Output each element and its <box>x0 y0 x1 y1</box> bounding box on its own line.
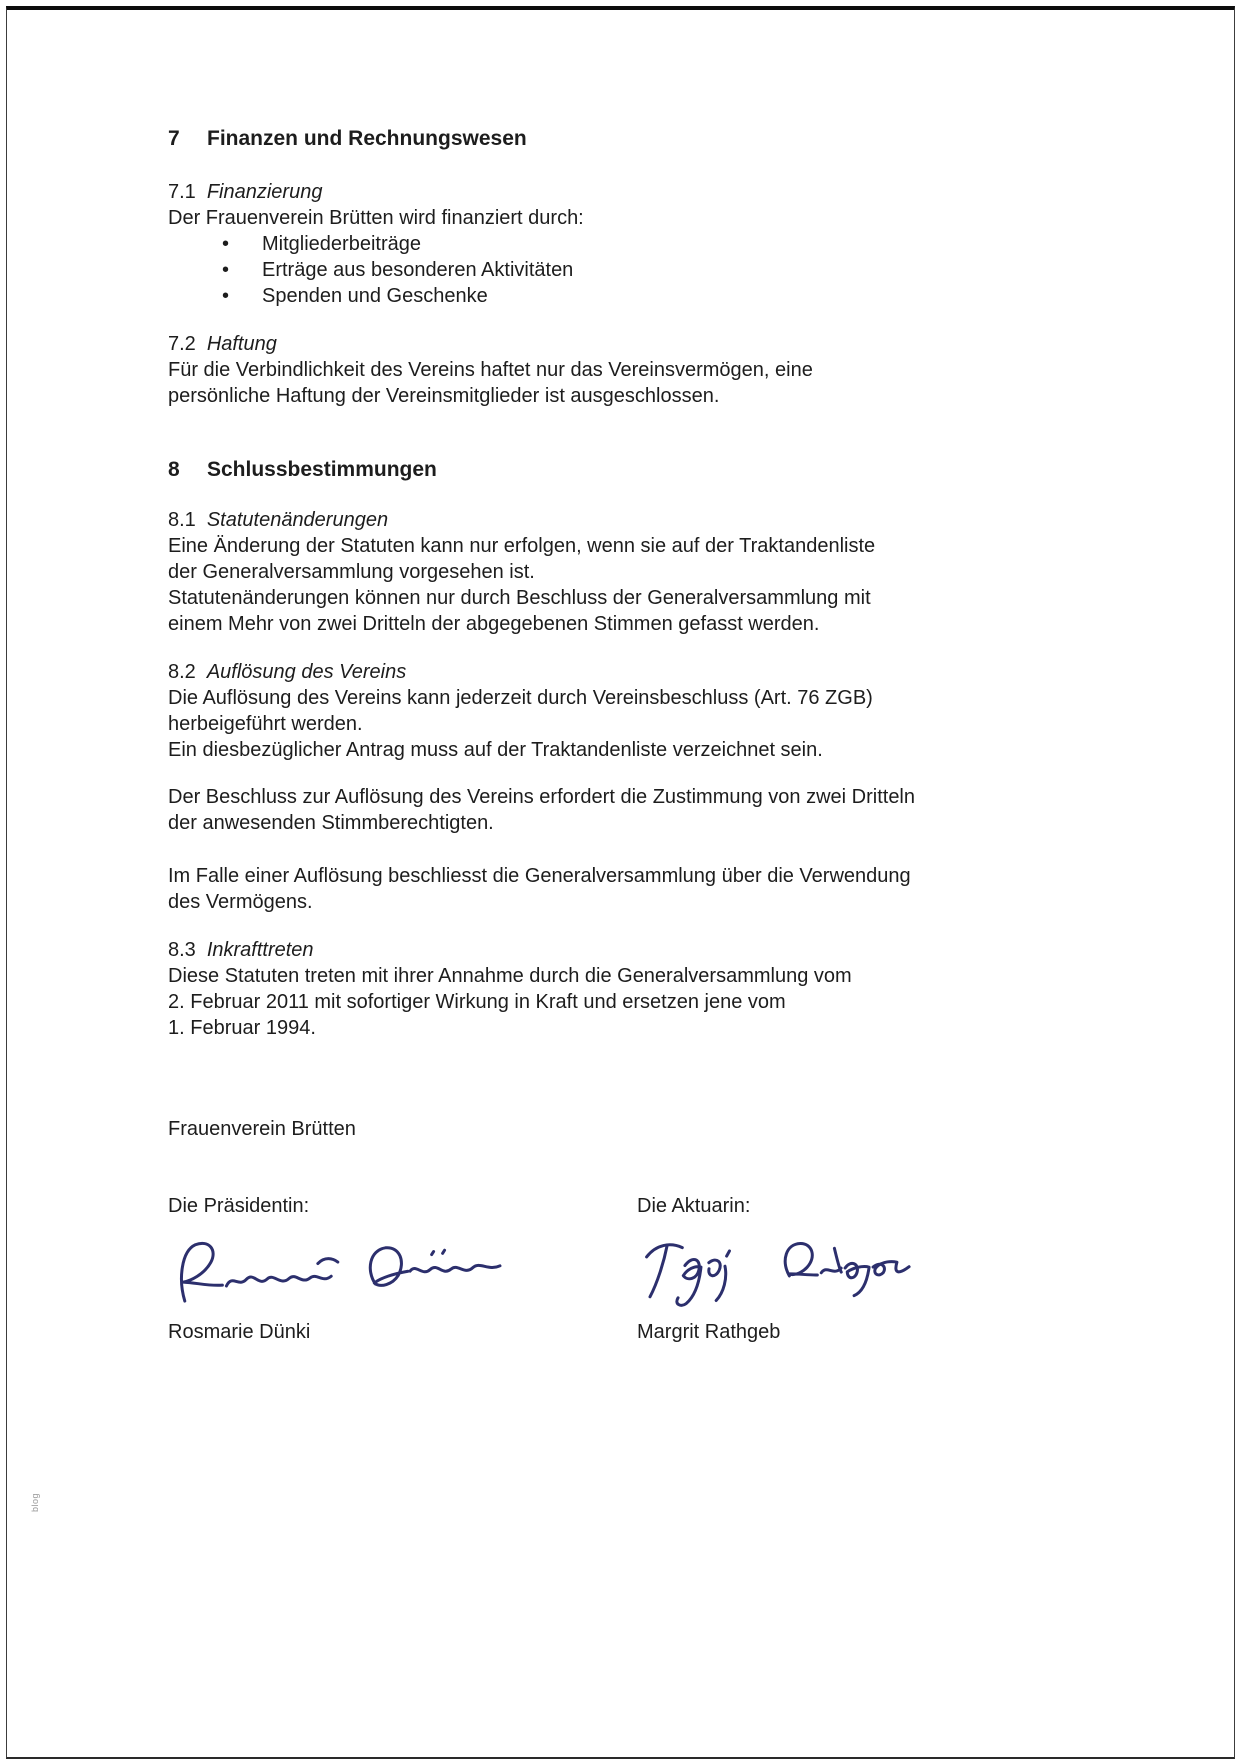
subsection-7-1 <box>168 179 968 309</box>
section-8-title: Schlussbestimmungen <box>207 458 437 481</box>
bullet-item: • Mitgliederbeiträge <box>168 231 968 257</box>
paragraph-line: des Vermögens. <box>168 891 313 913</box>
subsection-8-1 <box>168 507 968 637</box>
subsection-8-1-number: 8.1 <box>168 509 196 531</box>
actuary-label: Die Aktuarin: <box>637 1195 751 1217</box>
subsection-8-3-heading <box>168 937 968 963</box>
paragraph-line: einem Mehr von zwei Dritteln der abgegebenen Stimmen gefasst werden. <box>168 613 820 635</box>
president-label: Die Präsidentin: <box>168 1195 310 1217</box>
subsection-8-2-number: 8.2 <box>168 661 196 683</box>
paragraph-line: 1. Februar 1994. <box>168 1017 316 1039</box>
paragraph-line: Statutenänderungen können nur durch Beschluss der Generalversammlung mit <box>168 587 871 609</box>
actuary-signature-block <box>637 1193 968 1345</box>
paragraph-line: der anwesenden Stimmberechtigten. <box>168 812 494 834</box>
subsection-8-2 <box>168 659 968 915</box>
paragraph-line: Eine Änderung der Statuten kann nur erfolgen, wenn sie auf der Traktandenliste <box>168 535 876 557</box>
section-7-title: Finanzen und Rechnungswesen <box>207 127 527 150</box>
actuary-signature-strokes <box>646 1236 910 1306</box>
organization-name: Frauenverein Brütten <box>168 1118 356 1140</box>
subsection-8-3 <box>168 937 968 1041</box>
subsection-7-1-heading <box>168 179 968 205</box>
section-7-number: 7 <box>168 127 180 150</box>
subsection-7-2-heading <box>168 331 968 357</box>
paragraph-line: persönliche Haftung der Vereinsmitglieder ist ausgeschlossen. <box>168 385 720 407</box>
bullet-item: • Erträge aus besonderen Aktivitäten <box>168 257 968 283</box>
section-7-heading <box>168 126 968 152</box>
document-content <box>168 126 968 1345</box>
subsection-8-1-heading <box>168 507 968 533</box>
paragraph-line: herbeigeführt werden. <box>168 713 363 735</box>
paragraph-line: Im Falle einer Auflösung beschliesst die Generalversammlung über die Verwendung <box>168 865 911 887</box>
paragraph-line: Diese Statuten treten mit ihrer Annahme durch die Generalversammlung vom <box>168 965 852 987</box>
actuary-name: Margrit Rathgeb <box>637 1321 781 1343</box>
actuary-signature-image <box>637 1219 968 1319</box>
paragraph-line: der Generalversammlung vorgesehen ist. <box>168 561 535 583</box>
president-signature-block <box>168 1193 637 1345</box>
signature-section <box>168 1193 968 1345</box>
bullet-item: • Spenden und Geschenke <box>168 283 968 309</box>
president-signature-image <box>168 1219 637 1319</box>
subsection-8-3-title: Inkrafttreten <box>206 939 314 961</box>
subsection-8-2-title: Auflösung des Vereins <box>206 661 407 683</box>
president-signature-strokes <box>181 1236 501 1302</box>
financing-bullet-list <box>168 231 968 309</box>
financing-intro-line: Der Frauenverein Brütten wird finanziert durch: <box>168 207 584 229</box>
section-8-heading <box>168 457 968 483</box>
subsection-7-1-title: Finanzierung <box>206 181 323 203</box>
subsection-7-2-number: 7.2 <box>168 333 196 355</box>
section-8-number: 8 <box>168 458 180 481</box>
paragraph-line: Die Auflösung des Vereins kann jederzeit durch Vereinsbeschluss (Art. 76 ZGB) <box>168 687 873 709</box>
subsection-8-1-title: Statutenänderungen <box>206 509 389 531</box>
subsection-7-1-number: 7.1 <box>168 181 196 203</box>
page-watermark: blog <box>30 1492 40 1512</box>
paragraph-line: Für die Verbindlichkeit des Vereins haftet nur das Vereinsvermögen, eine <box>168 359 813 381</box>
paragraph-line: 2. Februar 2011 mit sofortiger Wirkung in Kraft und ersetzen jene vom <box>168 991 786 1013</box>
subsection-8-3-number: 8.3 <box>168 939 196 961</box>
subsection-7-2 <box>168 331 968 409</box>
subsection-7-2-title: Haftung <box>206 333 277 355</box>
paragraph-line: Der Beschluss zur Auflösung des Vereins erfordert die Zustimmung von zwei Dritteln <box>168 786 916 808</box>
paragraph-line: Ein diesbezüglicher Antrag muss auf der Traktandenliste verzeichnet sein. <box>168 739 823 761</box>
subsection-8-2-heading <box>168 659 968 685</box>
president-name: Rosmarie Dünki <box>168 1321 311 1343</box>
